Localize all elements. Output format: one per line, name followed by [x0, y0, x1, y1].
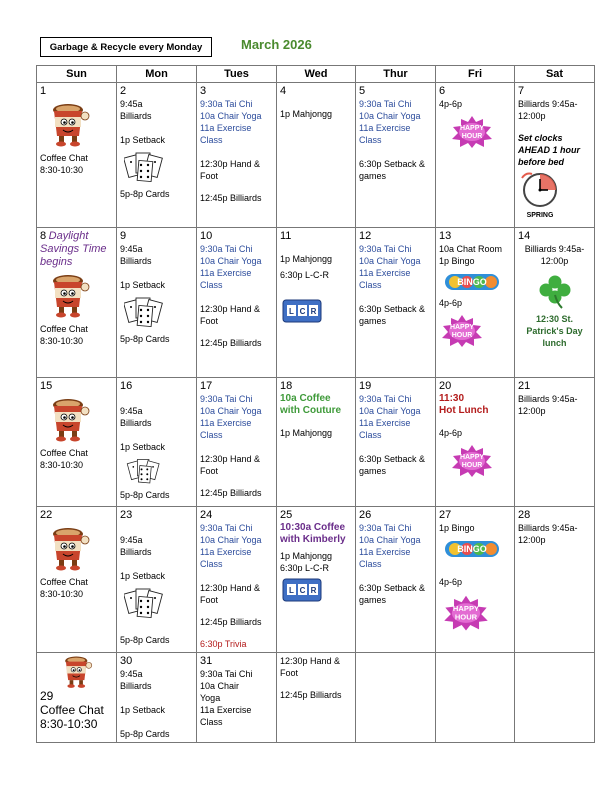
- hot-lunch-event: 11:30: [439, 393, 465, 404]
- event-text: 6:30p Setback & games: [359, 583, 426, 605]
- event-text: 11a Exercise Class: [200, 547, 252, 569]
- weekday-sat: Sat: [515, 66, 595, 83]
- event-text: 10a Chair Yoga: [200, 535, 262, 545]
- event-text: 8:30-10:30: [40, 589, 84, 599]
- day-cell: [436, 507, 515, 653]
- date-number: 9: [120, 230, 127, 242]
- event-text: 1p Bingo: [439, 256, 475, 266]
- event-text: Billiards 9:45a-12:00p: [518, 394, 578, 416]
- event-text: 1p Setback: [120, 135, 166, 145]
- event-text: 1p Mahjongg: [280, 551, 333, 561]
- day-cell: [515, 378, 595, 507]
- daylight-savings-note: Daylight Savings Time begins: [40, 230, 107, 268]
- event-text: 6:30p Setback & games: [359, 454, 426, 476]
- day-cell: [197, 83, 277, 228]
- day-cell: [117, 378, 197, 507]
- event-text: 10a Chair: [200, 681, 240, 691]
- event-text: 5p-8p Cards: [120, 189, 170, 199]
- event-text: 6:30p L-C-R: [280, 563, 330, 573]
- date-number: 8: [40, 230, 47, 242]
- event-text: 12:45p Billiards: [200, 488, 262, 498]
- calendar-grid: [36, 65, 595, 743]
- date-number: 28: [518, 509, 531, 521]
- day-cell: [356, 378, 436, 507]
- date-number: 11: [280, 230, 292, 242]
- date-number: 25: [280, 509, 293, 521]
- event-text: Yoga: [200, 693, 221, 703]
- event-text: 8:30-10:30: [40, 165, 84, 175]
- event-text: 11a Exercise Class: [200, 705, 252, 727]
- event-text: 10a Chair Yoga: [359, 256, 421, 266]
- date-number: 5: [359, 85, 366, 97]
- day-cell: [37, 653, 117, 743]
- trivia-event: 6:30p Trivia: [200, 639, 247, 649]
- lcr-dice-game-icon: [282, 299, 322, 323]
- event-text: 12:45p Billiards: [200, 338, 262, 348]
- date-number: 17: [200, 380, 213, 392]
- lcr-dice-game-icon: [282, 578, 322, 602]
- event-text: 11a Exercise Class: [359, 268, 411, 290]
- event-text: 9:45a: [120, 406, 143, 416]
- happy-hour-badge-icon: [449, 443, 495, 477]
- date-number: 13: [439, 230, 452, 242]
- coffee-cup-mascot-icon: [60, 655, 94, 689]
- date-number: 2: [120, 85, 127, 97]
- event-text: 4p-6p: [439, 99, 463, 109]
- day-cell: [117, 228, 197, 378]
- event-text: 11a Exercise Class: [359, 123, 411, 145]
- date-number: 29: [40, 689, 54, 703]
- day-cell: [277, 507, 356, 653]
- happy-hour-badge-icon: [439, 313, 485, 347]
- weekday-tue: Tues: [197, 66, 277, 83]
- weekday-sun: Sun: [37, 66, 117, 83]
- date-number: 19: [359, 380, 372, 392]
- week-row: [37, 228, 595, 378]
- weekday-header-row: [37, 66, 595, 83]
- event-text: 9:30a Tai Chi: [200, 244, 253, 254]
- garbage-recycle-banner: Garbage & Recycle every Monday: [40, 37, 212, 57]
- coffee-cup-mascot-icon: [48, 273, 90, 319]
- event-text: 9:30a Tai Chi: [359, 394, 412, 404]
- coffee-cup-mascot-icon: [48, 526, 90, 572]
- event-text: Coffee Chat: [40, 703, 104, 717]
- st-patricks-lunch: 12:30 St. Patrick's Day lunch: [526, 314, 583, 348]
- event-text: 6:30p Setback & games: [359, 304, 426, 326]
- date-number: 27: [439, 509, 452, 521]
- event-text: 6:30p Setback & games: [359, 159, 426, 181]
- event-text: Billiards: [120, 256, 152, 266]
- day-cell-empty: [515, 653, 595, 743]
- coffee-with-couture-event: 10a Coffee with Couture: [280, 393, 342, 416]
- clock-reminder-text: Set clocks AHEAD 1 hour before bed: [518, 133, 581, 167]
- week-row: [37, 653, 595, 743]
- event-text: Billiards: [120, 111, 152, 121]
- event-text: 9:45a: [120, 99, 143, 109]
- event-text: 10a Chat Room: [439, 244, 503, 254]
- event-text: 8:30-10:30: [40, 460, 84, 470]
- event-text: Coffee Chat: [40, 324, 88, 334]
- event-text: 12:30p Hand & Foot: [280, 656, 341, 678]
- date-number: 23: [120, 509, 133, 521]
- day-cell: [117, 507, 197, 653]
- event-text: Billiards: [120, 547, 152, 557]
- date-number: 14: [518, 230, 531, 242]
- day-cell: [197, 507, 277, 653]
- event-text: Coffee Chat: [40, 577, 88, 587]
- event-text: 9:45a: [120, 669, 143, 679]
- day-cell: [356, 507, 436, 653]
- playing-cards-icon: [124, 457, 164, 485]
- date-number: 7: [518, 85, 525, 97]
- event-text: Billiards: [120, 681, 152, 691]
- event-text: 10a Chair Yoga: [359, 111, 421, 121]
- day-cell: [515, 507, 595, 653]
- weekday-wed: Wed: [277, 66, 356, 83]
- coffee-cup-mascot-icon: [48, 397, 90, 443]
- event-text: 9:45a: [120, 535, 143, 545]
- weekday-fri: Fri: [436, 66, 515, 83]
- day-cell: [356, 228, 436, 378]
- event-text: 12:45p Billiards: [200, 617, 262, 627]
- event-text: 4p-6p: [439, 298, 463, 308]
- day-cell: [197, 228, 277, 378]
- event-text: 12:30p Hand & Foot: [200, 159, 261, 181]
- playing-cards-icon: [124, 150, 164, 184]
- coffee-with-kimberly-event: 10:30a Coffee with Kimberly: [280, 522, 346, 545]
- event-text: 10a Chair Yoga: [200, 256, 262, 266]
- day-cell: [277, 228, 356, 378]
- day-cell: [197, 653, 277, 743]
- day-cell: [515, 83, 595, 228]
- coffee-cup-mascot-icon: [48, 102, 90, 148]
- date-number: 21: [518, 380, 531, 392]
- day-cell: [277, 653, 356, 743]
- event-text: 9:30a Tai Chi: [200, 523, 253, 533]
- date-number: 3: [200, 85, 207, 97]
- date-number: 6: [439, 85, 446, 97]
- event-text: 1p Setback: [120, 280, 166, 290]
- date-number: 30: [120, 655, 133, 667]
- event-text: 8:30-10:30: [40, 717, 98, 731]
- hot-lunch-event: Hot Lunch: [439, 405, 489, 416]
- event-text: Billiards 9:45a-12:00p: [524, 244, 585, 266]
- playing-cards-icon: [124, 586, 164, 620]
- event-text: 9:30a Tai Chi: [200, 669, 253, 679]
- bingo-badge-icon: [443, 538, 501, 560]
- event-text: 9:30a Tai Chi: [200, 394, 253, 404]
- date-number: 1: [40, 85, 47, 97]
- spring-label: SPRING: [526, 212, 554, 218]
- day-cell-empty: [356, 653, 436, 743]
- event-text: Billiards 9:45a-12:00p: [518, 99, 578, 121]
- event-text: 12:45p Billiards: [200, 193, 262, 203]
- event-text: 9:30a Tai Chi: [359, 523, 412, 533]
- event-text: 10a Chair Yoga: [200, 406, 262, 416]
- date-number: 20: [439, 380, 452, 392]
- event-text: 9:45a: [120, 244, 143, 254]
- date-number: 16: [120, 380, 133, 392]
- date-number: 4: [280, 85, 287, 97]
- event-text: 5p-8p Cards: [120, 729, 170, 739]
- event-text: 1p Mahjongg: [280, 428, 333, 438]
- event-text: 1p Mahjongg: [280, 254, 333, 264]
- event-text: 8:30-10:30: [40, 336, 84, 346]
- day-cell: [197, 378, 277, 507]
- event-text: Coffee Chat: [40, 448, 88, 458]
- day-cell: [37, 83, 117, 228]
- day-cell: [37, 228, 117, 378]
- event-text: 10a Chair Yoga: [200, 111, 262, 121]
- event-text: 12:30p Hand & Foot: [200, 454, 261, 476]
- day-cell: [436, 83, 515, 228]
- event-text: 6:30p L-C-R: [280, 270, 330, 280]
- event-text: 12:30p Hand & Foot: [200, 583, 261, 605]
- event-text: 1p Setback: [120, 705, 166, 715]
- day-cell: [37, 507, 117, 653]
- weekday-mon: Mon: [117, 66, 197, 83]
- event-text: 1p Bingo: [439, 523, 475, 533]
- event-text: Coffee Chat: [40, 153, 88, 163]
- happy-hour-badge-icon: [441, 592, 491, 632]
- event-text: 5p-8p Cards: [120, 334, 170, 344]
- event-text: 1p Setback: [120, 571, 166, 581]
- month-title: March 2026: [241, 37, 312, 52]
- event-text: 9:30a Tai Chi: [200, 99, 253, 109]
- happy-hour-badge-icon: [449, 114, 495, 148]
- event-text: 11a Exercise Class: [200, 418, 252, 440]
- week-row: [37, 507, 595, 653]
- weekday-thu: Thur: [356, 66, 436, 83]
- date-number: 15: [40, 380, 53, 392]
- bingo-badge-icon: [443, 271, 501, 293]
- week-row: [37, 83, 595, 228]
- event-text: 12:30p Hand & Foot: [200, 304, 261, 326]
- day-cell: [117, 83, 197, 228]
- day-cell: [277, 83, 356, 228]
- event-text: Billiards 9:45a-12:00p: [518, 523, 578, 545]
- event-text: 10a Chair Yoga: [359, 406, 421, 416]
- event-text: 5p-8p Cards: [120, 490, 170, 500]
- day-cell: [436, 378, 515, 507]
- date-number: 24: [200, 509, 213, 521]
- day-cell: [37, 378, 117, 507]
- day-cell: [515, 228, 595, 378]
- event-text: 1p Mahjongg: [280, 109, 333, 119]
- day-cell: [436, 228, 515, 378]
- date-number: 22: [40, 509, 53, 521]
- event-text: 5p-8p Cards: [120, 635, 170, 645]
- day-cell: [117, 653, 197, 743]
- day-cell: [356, 83, 436, 228]
- day-cell-empty: [436, 653, 515, 743]
- date-number: 26: [359, 509, 372, 521]
- date-number: 10: [200, 230, 213, 242]
- event-text: 11a Exercise Class: [200, 268, 252, 290]
- event-text: 11a Exercise Class: [200, 123, 252, 145]
- clock-spring-ahead-icon: [518, 170, 562, 218]
- event-text: 11a Exercise Class: [359, 547, 411, 569]
- event-text: 9:30a Tai Chi: [359, 244, 412, 254]
- event-text: 1p Setback: [120, 442, 166, 452]
- event-text: 4p-6p: [439, 428, 463, 438]
- playing-cards-icon: [124, 295, 164, 329]
- date-number: 18: [280, 380, 293, 392]
- event-text: 12:45p Billiards: [280, 690, 342, 700]
- event-text: 10a Chair Yoga: [359, 535, 421, 545]
- week-row: [37, 378, 595, 507]
- event-text: 4p-6p: [439, 577, 463, 587]
- four-leaf-clover-icon: [538, 273, 572, 309]
- date-number: 12: [359, 230, 372, 242]
- event-text: 9:30a Tai Chi: [359, 99, 412, 109]
- date-number: 31: [200, 655, 213, 667]
- day-cell: [277, 378, 356, 507]
- event-text: 11a Exercise Class: [359, 418, 411, 440]
- event-text: Billiards: [120, 418, 152, 428]
